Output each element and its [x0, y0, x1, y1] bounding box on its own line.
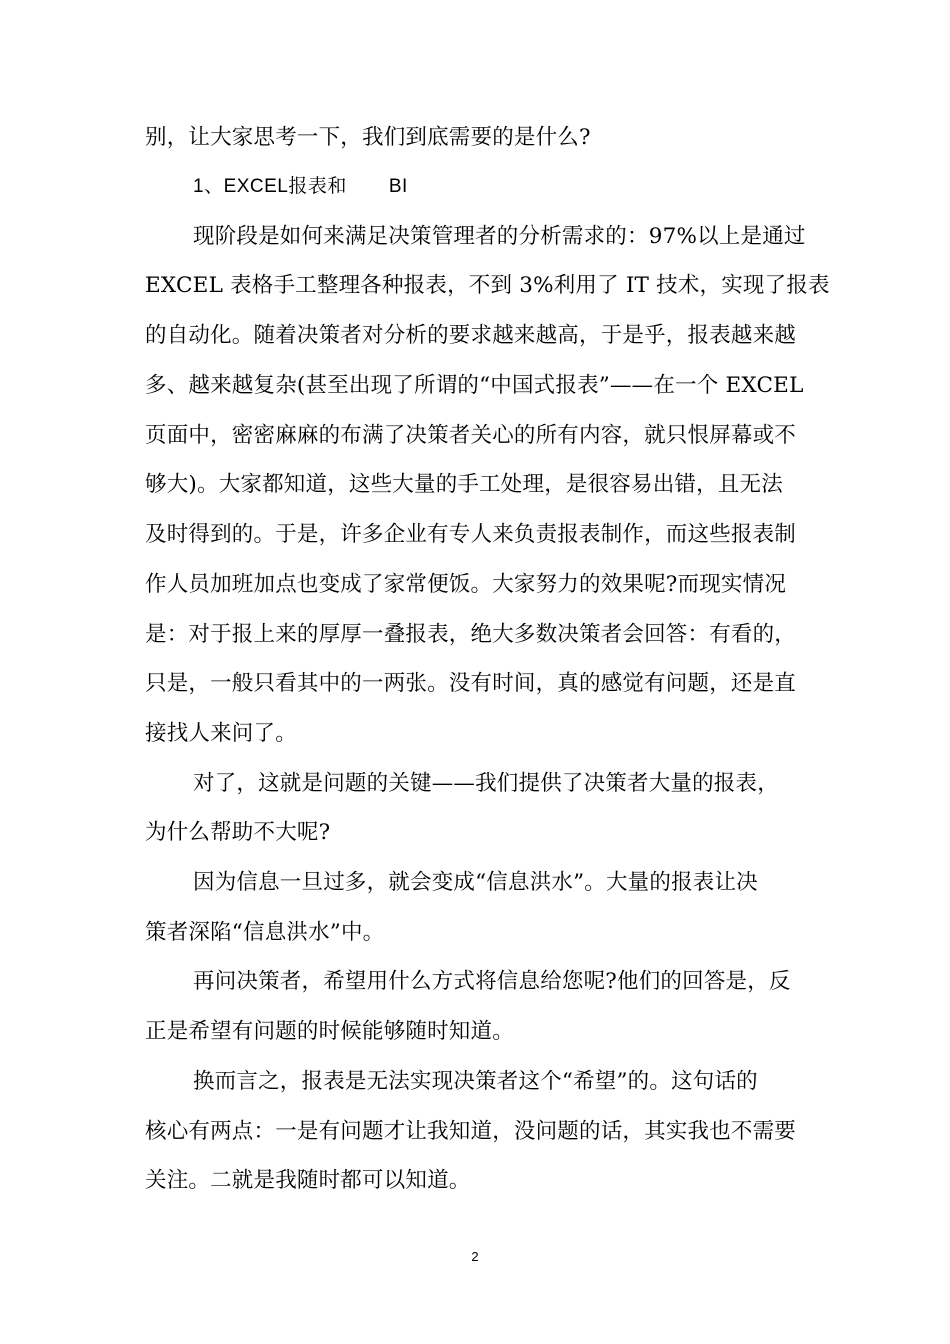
paragraph-line: 够大)。大家都知道，这些大量的手工处理，是很容易出错，且无法: [145, 472, 783, 497]
paragraph-line: 及时得到的。于是，许多企业有专人来负责报表制作，而这些报表制: [145, 522, 797, 547]
section-heading-suffix: BI: [388, 176, 408, 197]
section-heading-text: 1、EXCEL报表和: [193, 176, 347, 197]
paragraph-line: 只是，一般只看其中的一两张。没有时间，真的感觉有问题，还是直: [145, 671, 797, 696]
paragraph-line: 的自动化。随着决策者对分析的要求越来越高，于是乎，报表越来越: [145, 323, 797, 348]
paragraph-line: 接找人来问了。: [145, 721, 297, 746]
paragraph-line: 再问决策者，希望用什么方式将信息给您呢?他们的回答是，反: [193, 969, 791, 994]
paragraph-line: 多、越来越复杂(甚至出现了所谓的“中国式报表”——在一个 EXCEL: [145, 373, 804, 398]
paragraph-line: 换而言之，报表是无法实现决策者这个“希望”的。这句话的: [193, 1069, 758, 1094]
page-number: 2: [471, 1249, 479, 1264]
paragraph-line: 作人员加班加点也变成了家常便饭。大家努力的效果呢?而现实情况: [145, 572, 787, 597]
paragraph-line: 为什么帮助不大呢?: [145, 820, 331, 845]
paragraph-line: 是：对于报上来的厚厚一叠报表，绝大多数决策者会回答：有看的，: [145, 622, 797, 647]
text-line: 别，让大家思考一下，我们到底需要的是什么?: [145, 125, 591, 150]
paragraph-line: 正是希望有问题的时候能够随时知道。: [145, 1019, 514, 1044]
paragraph-line: 现阶段是如何来满足决策管理者的分析需求的：97%以上是通过: [193, 224, 806, 249]
paragraph-line: 因为信息一旦过多，就会变成“信息洪水”。大量的报表让决: [193, 870, 758, 895]
paragraph-line: 对了，这就是问题的关键——我们提供了决策者大量的报表，: [193, 771, 779, 796]
paragraph-line: 策者深陷“信息洪水”中。: [145, 920, 385, 945]
paragraph-line: EXCEL 表格手工整理各种报表，不到 3%利用了 IT 技术，实现了报表: [145, 273, 830, 298]
section-heading: [193, 173, 408, 201]
paragraph-line: 核心有两点：一是有问题才让我知道，没问题的话，其实我也不需要: [145, 1119, 797, 1144]
paragraph-line: 关注。二就是我随时都可以知道。: [145, 1168, 471, 1193]
paragraph-line: 页面中，密密麻麻的布满了决策者关心的所有内容，就只恨屏幕或不: [145, 423, 797, 448]
